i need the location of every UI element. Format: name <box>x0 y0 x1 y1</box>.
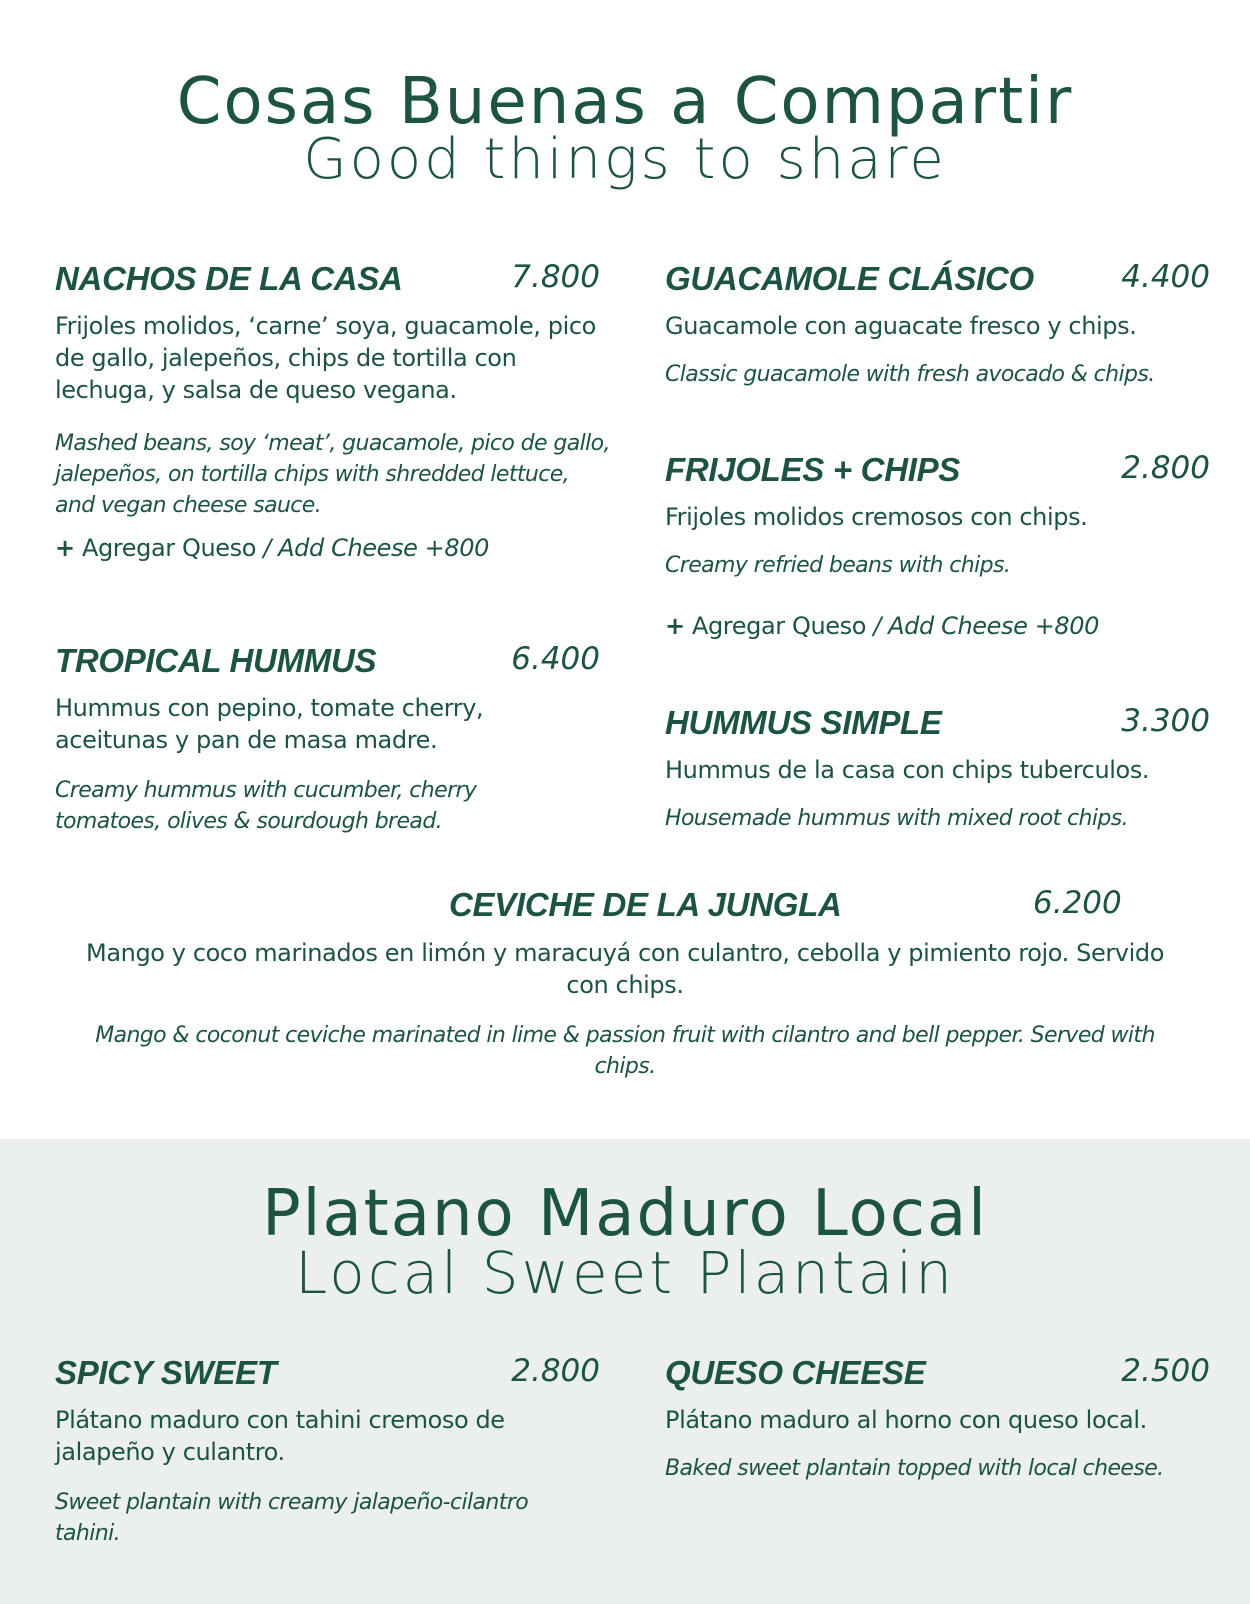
item-name: GUACAMOLE CLÁSICO <box>665 260 1034 297</box>
item-price: 6.400 <box>511 641 600 677</box>
menu-item <box>665 1353 1210 1496</box>
item-price: 2.800 <box>511 1353 600 1389</box>
section-subtitle: Good things to share <box>303 127 947 192</box>
item-description-es: Mango y coco marinados en limón y maracuyá con culantro, cebolla y pimiento rojo. Servido con chips. <box>86 939 1164 999</box>
addon-label-es: Agregar Queso <box>691 612 867 640</box>
plus-icon: + <box>55 534 75 562</box>
item-name: CEVICHE DE LA JUNGLA <box>449 886 842 923</box>
item-description-es: Hummus con pepino, tomate cherry, aceitunas y pan de masa madre. <box>55 694 484 754</box>
menu-item <box>55 1353 600 1556</box>
item-description-en: Classic guacamole with fresh avocado & chips. <box>665 362 1155 387</box>
item-name: SPICY SWEET <box>55 1354 277 1391</box>
item-price: 2.500 <box>1121 1353 1210 1389</box>
item-description-en: Housemade hummus with mixed root chips. <box>665 806 1128 831</box>
item-description-en: Creamy hummus with cucumber, cherry tomatoes, olives & sourdough bread. <box>55 778 477 834</box>
plus-icon: + <box>665 612 685 640</box>
item-name: TROPICAL HUMMUS <box>55 642 377 679</box>
item-description-en: Sweet plantain with creamy jalapeño-cilantro tahini. <box>55 1490 529 1546</box>
item-description-en: Mango & coconut ceviche marinated in lime & passion fruit with cilantro and bell pepper. Served with chips. <box>95 1023 1155 1079</box>
menu-item <box>0 885 1250 1088</box>
item-description-en: Baked sweet plantain topped with local cheese. <box>665 1456 1164 1481</box>
menu-item <box>665 259 1210 402</box>
item-price: 4.400 <box>1121 259 1210 295</box>
item-name: HUMMUS SIMPLE <box>665 704 942 741</box>
item-name: FRIJOLES + CHIPS <box>665 451 961 488</box>
item-description-es: Frijoles molidos, ‘carne’ soya, guacamole, pico de gallo, jalepeños, chips de tortilla con lechuga, y salsa de queso vegana. <box>55 312 596 404</box>
item-description-es: Frijoles molidos cremosos con chips. <box>665 503 1088 531</box>
menu-item <box>665 703 1210 846</box>
item-price: 3.300 <box>1121 703 1210 739</box>
item-description-es: Guacamole con aguacate fresco y chips. <box>665 312 1137 340</box>
addon-line <box>665 610 1099 642</box>
addon-label-es: Agregar Queso <box>81 534 257 562</box>
section-title: Cosas Buenas a Compartir <box>176 65 1074 139</box>
section-subtitle: Local Sweet Plantain <box>294 1239 956 1307</box>
item-description-en: Creamy refried beans with chips. <box>665 553 1011 578</box>
section-title: Platano Maduro Local <box>262 1177 988 1251</box>
addon-label-en: / Add Cheese +800 <box>263 534 489 562</box>
item-price: 2.800 <box>1121 450 1210 486</box>
item-name: QUESO CHEESE <box>665 1354 926 1391</box>
item-price: 6.200 <box>1033 885 1122 921</box>
item-price: 7.800 <box>511 259 600 295</box>
menu-item <box>55 641 600 844</box>
menu-item <box>665 450 1210 653</box>
item-description-es: Plátano maduro con tahini cremoso de jalapeño y culantro. <box>55 1406 505 1466</box>
addon-label-en: / Add Cheese +800 <box>873 612 1099 640</box>
item-description-es: Plátano maduro al horno con queso local. <box>665 1406 1147 1434</box>
menu-item <box>55 259 610 572</box>
item-name: NACHOS DE LA CASA <box>55 260 403 297</box>
item-description-en: Mashed beans, soy ‘meat’, guacamole, pico de gallo, jalepeños, on tortilla chips with shredded lettuce, and vegan cheese sauce. <box>55 431 610 518</box>
item-description-es: Hummus de la casa con chips tuberculos. <box>665 756 1150 784</box>
addon-line <box>55 532 489 564</box>
